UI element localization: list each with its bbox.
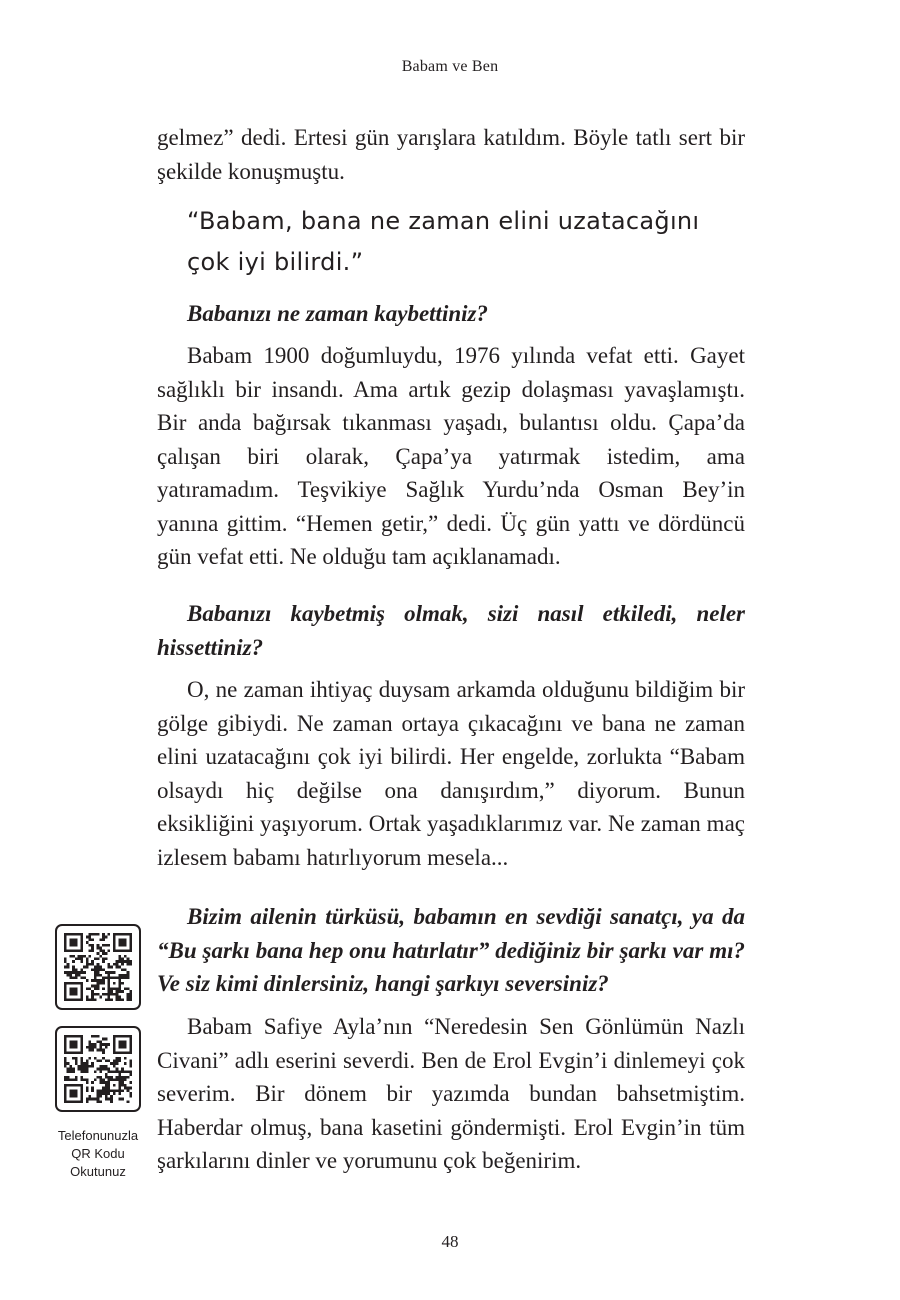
qr-code-icon — [64, 1035, 132, 1103]
qr-code-icon — [64, 933, 132, 1001]
pull-quote — [187, 201, 747, 283]
interview-answer-1 — [157, 339, 745, 574]
qr-code-2[interactable] — [55, 1026, 141, 1112]
qr-code-1[interactable] — [55, 924, 141, 1010]
pull-quote-text: “Babam, bana ne zaman elini uzatacağını çok iyi bilirdi.” — [187, 207, 700, 276]
interview-answer-3 — [157, 1010, 745, 1178]
interview-question-3 — [157, 900, 745, 1001]
answer-text: O, ne zaman ihtiyaç duysam arkamda olduğunu bildiğim bir gölge gibiydi. Ne zaman ortaya çıkacağını ve bana ne zaman elini uzatacağını çok iyi bilirdi. Her engelde, zorlukta “Babam olsaydı hiç değilse ona danışırdım,” diyorum. Bunun eksikliğini yaşıyorum. Ortak yaşadıklarımız var. Ne zaman maç izlesem babamı hatırlıyorum mesela... — [157, 677, 745, 870]
question-text: Babanızı ne zaman kaybettiniz? — [187, 301, 488, 326]
interview-question-2 — [157, 597, 745, 664]
interview-question-1 — [157, 297, 745, 331]
page-number: 48 — [441, 1232, 459, 1251]
question-text: Babanızı kaybetmiş olmak, sizi nasıl etkiledi, neler hissettiniz? — [157, 601, 745, 660]
answer-text: Babam 1900 doğumluydu, 1976 yılında vefat etti. Gayet sağlıklı bir insandı. Ama artık gezip dolaşması yavaşlamıştı. Bir anda bağırsak tıkanması yaşadı, bulantısı oldu. Çapa’da çalışan biri olarak, Çapa’ya yatırmak istedim, ama yatıramadım. Teşvikiye Sağlık Yurdu’nda Osman Bey’in yanına gittim. “Hemen getir,” dedi. Üç gün yattı ve dördüncü gün vefat etti. Ne olduğu tam açıklanamadı. — [157, 343, 745, 569]
qr-caption-line: QR Kodu — [71, 1146, 125, 1161]
paragraph-text: gelmez” dedi. Ertesi gün yarışlara katıldım. Böyle tatlı sert bir şekilde konuşmuştu. — [157, 125, 745, 184]
question-text: Bizim ailenin türküsü, babamın en sevdiği sanatçı, ya da “Bu şarkı bana hep onu hatırlatır” dediğiniz bir şarkı var mı? Ve siz kimi dinlersiniz, hangi şarkıyı seversiniz? — [157, 904, 745, 996]
qr-caption — [40, 1127, 156, 1181]
interview-answer-2 — [157, 673, 745, 874]
answer-text: Babam Safiye Ayla’nın “Neredesin Sen Gönlümün Nazlı Civani” adlı eserini severdi. Ben de Erol Evgin’i dinlemeyi çok severim. Bir dönem bir yazımda bundan bahsetmiştim. Haberdar olmuş, bana kasetini göndermişti. Erol Evgin’in tüm şarkılarını dinler ve yorumunu çok beğenirim. — [157, 1014, 745, 1173]
qr-caption-line: Telefonunuzla — [57, 1128, 139, 1143]
qr-caption-line: Okutunuz — [70, 1164, 126, 1179]
running-header-title: Babam ve Ben — [401, 58, 499, 75]
paragraph-continuation — [157, 121, 745, 188]
